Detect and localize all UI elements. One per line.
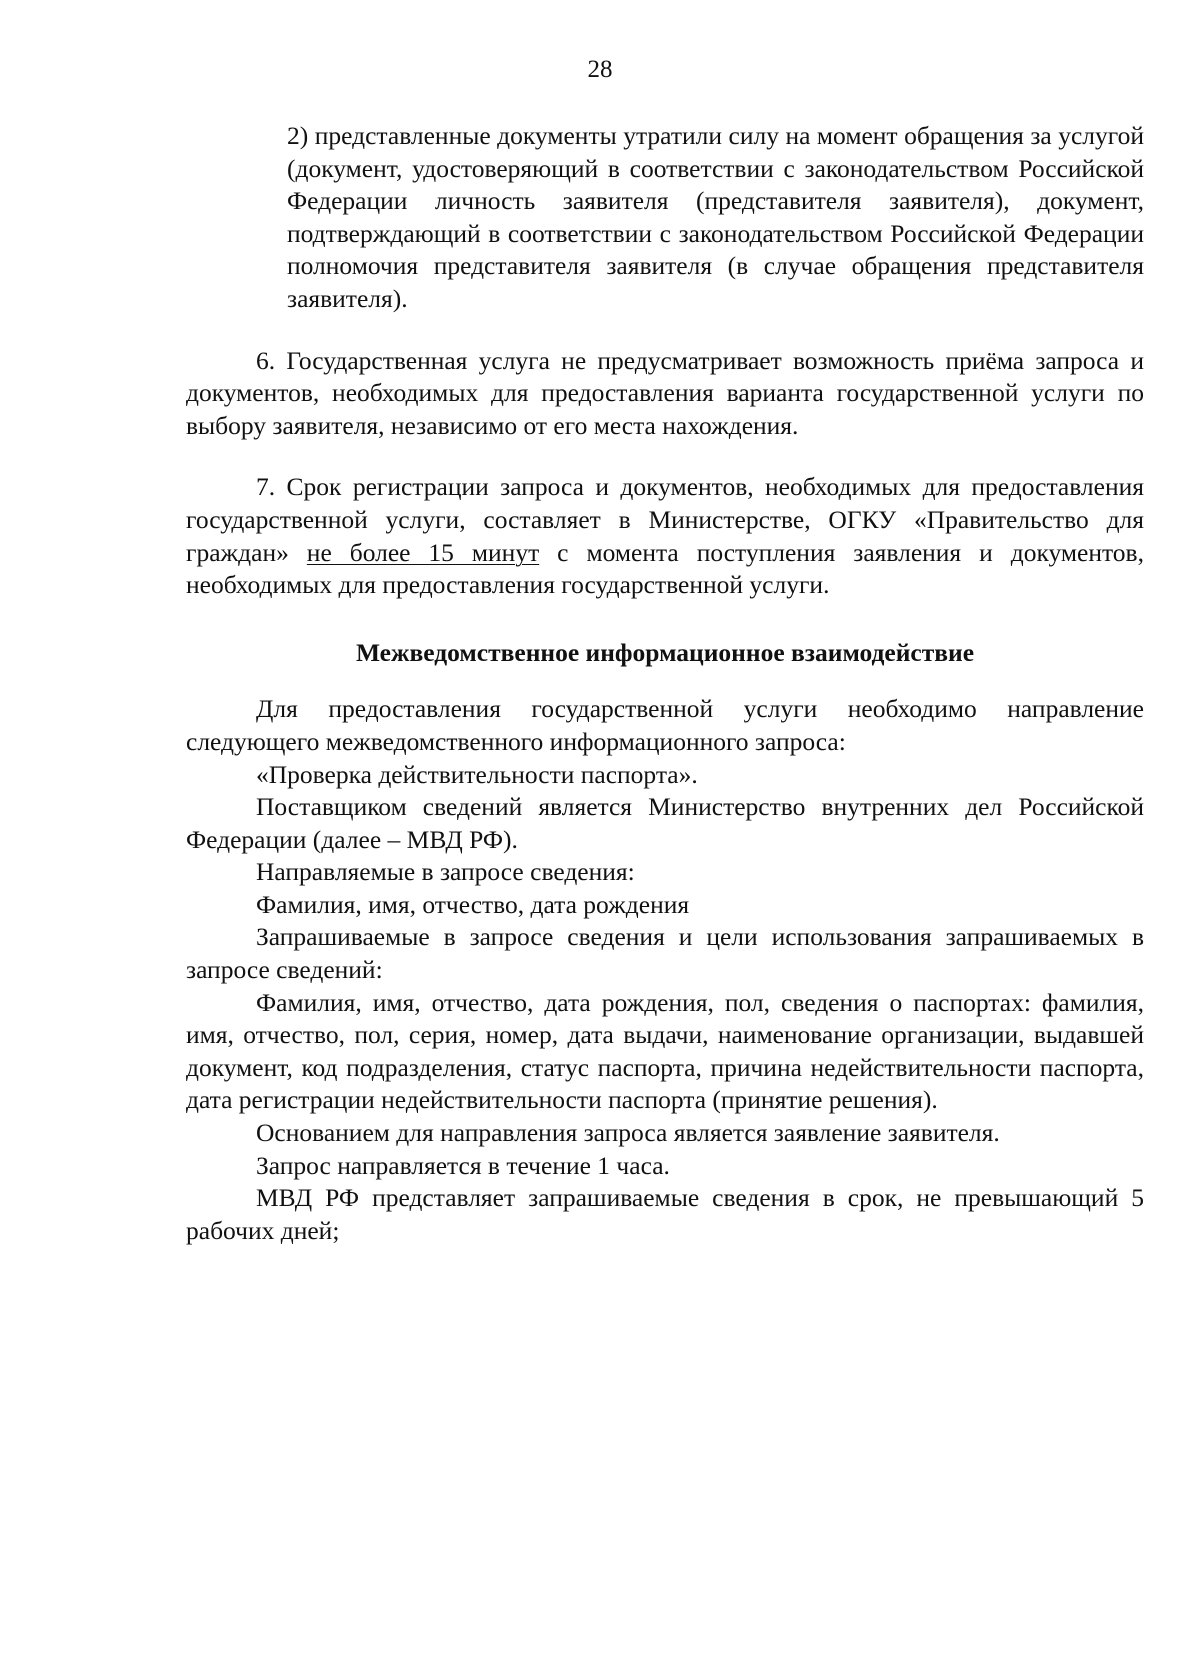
- sent-data-list: Фамилия, имя, отчество, дата рождения: [256, 889, 690, 919]
- requested-data-heading: Запрашиваемые в запросе сведения и цели использования запрашиваемых в запросе сведений:: [186, 922, 1144, 985]
- paragraph-7-text-start: 7. Срок регистрации запроса и документов, необходимых для предоставления государственной услуги, составляет в Министерстве, ОГКУ «Правительство для граждан»: [186, 472, 1144, 567]
- request-timing: Запрос направляется в течение 1 часа.: [256, 1150, 670, 1180]
- interagency-request-intro: Для предоставления государственной услуги необходимо направление следующего межведомственного информационного запроса:: [186, 694, 1144, 756]
- paragraph-6: 6. Государственная услуга не предусматривает возможность приёма запроса и документов, необходимых для предоставления варианта государственной услуги по выбору заявителя, независимо от его места нахождения.: [186, 345, 1144, 440]
- registration-deadline: не более 15 минут: [306, 537, 540, 567]
- data-provider: Поставщиком сведений является Министерство внутренних дел Российской Федерации (далее – МВД РФ).: [186, 792, 1144, 854]
- paragraph-7-text-end: с момента поступления заявления и документов, необходимых для предоставления государственной услуги.: [186, 537, 1144, 600]
- request-basis: Основанием для направления запроса является заявление заявителя.: [256, 1118, 1000, 1148]
- document-body: [186, 120, 1144, 1247]
- page-number: 28: [587, 56, 613, 83]
- requested-data-list: Фамилия, имя, отчество, дата рождения, пол, сведения о паспортах: фамилия, имя, отчество, пол, серия, номер, дата выдачи, наименование организации, выдавшей документ, код подразделения, статус паспорта, причина недействительности паспорта, дата регистрации недействительности паспорта (принятие решения).: [186, 987, 1144, 1115]
- refusal-ground-item-2: 2) представленные документы утратили силу на момент обращения за услугой (документ, удостоверяющий в соответствии с законодательством Российской Федерации личность заявителя (представителя заявителя), документ, подтверждающий в соответствии с законодательством Российской Федерации полномочия представителя заявителя (в случае обращения представителя заявителя).: [287, 121, 1144, 313]
- sent-data-heading: Направляемые в запросе сведения:: [256, 857, 635, 887]
- request-name: «Проверка действительности паспорта».: [256, 759, 698, 789]
- response-deadline: МВД РФ представляет запрашиваемые сведения в срок, не превышающий 5 рабочих дней;: [186, 1183, 1144, 1245]
- section-heading: Межведомственное информационное взаимодействие: [355, 637, 975, 667]
- paragraph-7: [186, 471, 1144, 601]
